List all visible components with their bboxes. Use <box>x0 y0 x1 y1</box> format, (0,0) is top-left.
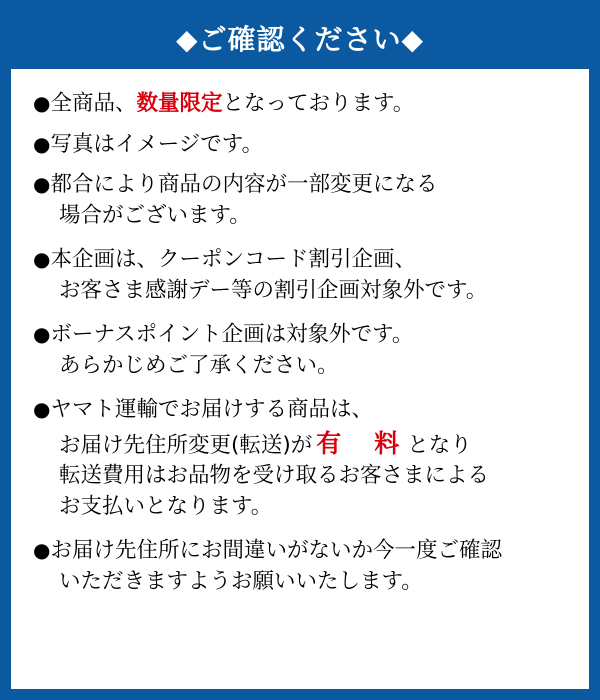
notice-text: ボーナスポイント企画は対象外です。 <box>50 322 414 348</box>
notice-item <box>33 89 571 120</box>
notice-line <box>33 276 571 307</box>
bullet-icon: ● <box>33 397 51 422</box>
notice-text: お支払いとなります。 <box>59 493 273 519</box>
fee-highlight-text: 有 料 <box>316 428 404 458</box>
notice-text: となっております。 <box>222 91 415 116</box>
notice-item <box>33 245 571 306</box>
notice-line <box>33 245 571 276</box>
notice-text: あらかじめご了承ください。 <box>59 352 339 378</box>
notice-item <box>33 320 571 381</box>
page-title: ◆ご確認ください◆ <box>175 23 425 56</box>
notice-text: 全商品、 <box>50 91 137 116</box>
bullet-icon: ● <box>33 91 51 115</box>
notice-line <box>33 567 571 598</box>
notice-line <box>33 351 571 382</box>
notice-line <box>33 170 571 201</box>
notice-item-list <box>33 89 571 597</box>
notice-text: お届け先住所変更(転送)が <box>59 432 313 458</box>
notice-text: 写真はイメージです。 <box>50 131 264 157</box>
notice-line <box>33 89 571 120</box>
notice-line <box>33 426 571 462</box>
notice-text: 本企画は、クーポンコード割引企画、 <box>50 247 416 273</box>
notice-line <box>33 536 571 567</box>
notice-item <box>33 395 571 522</box>
highlight-text: 数量限定 <box>136 91 223 116</box>
notice-text: お届け先住所にお間違いがないか今一度ご確認 <box>50 538 502 564</box>
bullet-icon: ● <box>33 247 51 272</box>
notice-text: 都合により商品の内容が一部変更になる <box>50 172 438 198</box>
notice-text: ヤマト運輸でお届けする商品は、 <box>50 397 373 423</box>
notice-item <box>33 130 571 161</box>
bullet-icon: ● <box>33 131 51 156</box>
notice-text: 転送費用はお品物を受け取るお客さまによる <box>59 463 490 489</box>
notice-line <box>33 201 571 232</box>
notice-text: お客さま感謝デー等の割引企画対象外です。 <box>59 277 488 303</box>
notice-text: となり <box>407 432 472 458</box>
notice-item <box>33 536 571 597</box>
header-band <box>11 11 589 69</box>
notice-line <box>33 395 571 426</box>
notice-text: いただきますようお願いいたします。 <box>59 568 423 594</box>
notice-line <box>33 320 571 351</box>
notice-body <box>11 69 589 689</box>
bullet-icon: ● <box>33 172 51 197</box>
notice-text: 場合がございます。 <box>59 202 251 228</box>
bullet-icon: ● <box>33 322 51 347</box>
bullet-icon: ● <box>33 538 51 563</box>
notice-line <box>33 461 571 492</box>
notice-item <box>33 170 571 231</box>
notice-line <box>33 492 571 523</box>
notice-line <box>33 130 571 161</box>
